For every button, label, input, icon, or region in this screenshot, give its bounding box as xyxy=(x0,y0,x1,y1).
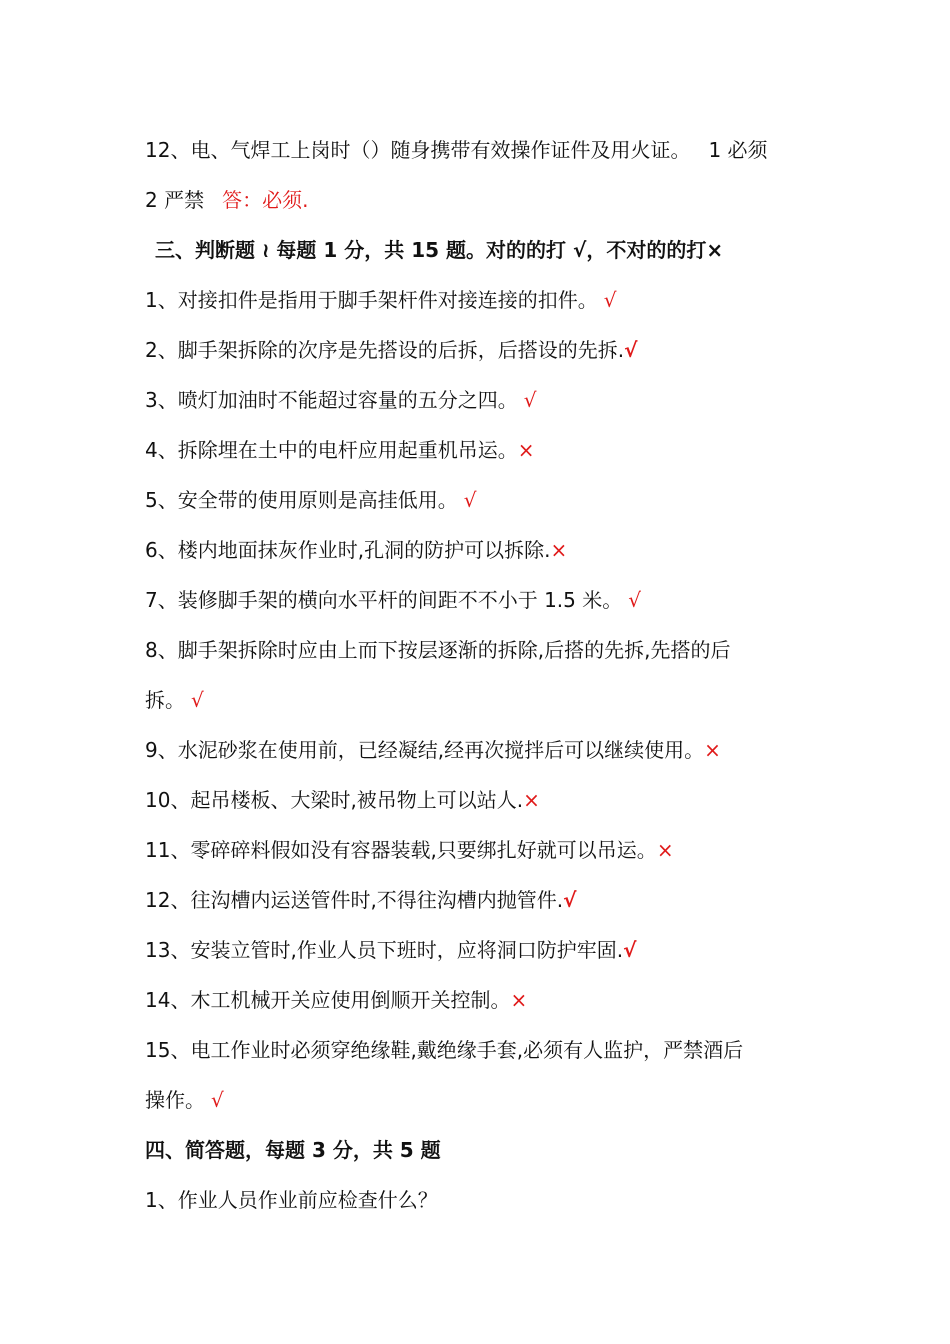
tf-item-2 xyxy=(145,336,825,364)
tf-item-text: 5、安全带的使用原则是高挂低用。 xyxy=(145,488,458,512)
tf-item-8-cont xyxy=(145,686,825,714)
tf-item-5 xyxy=(145,486,825,514)
tf-item-text: 11、零碎碎料假如没有容器装载,只要绑扎好就可以吊运。 xyxy=(145,838,657,862)
tf-mark: × xyxy=(523,788,540,812)
tf-item-text: 12、往沟槽内运送管件时,不得往沟槽内抛管件. xyxy=(145,888,564,912)
tf-mark: √ xyxy=(463,488,477,512)
tf-item-10 xyxy=(145,786,825,814)
tf-item-text: 6、楼内地面抹灰作业时,孔洞的防护可以拆除. xyxy=(145,538,551,562)
tf-item-text: 9、水泥砂浆在使用前，已经凝结,经再次搅拌后可以继续使用。 xyxy=(145,738,705,762)
tf-item-6 xyxy=(145,536,825,564)
tf-item-text: 15、电工作业时必须穿绝缘鞋,戴绝缘手套,必须有人监护，严禁酒后 xyxy=(145,1038,744,1062)
tf-item-text: 10、起吊楼板、大梁时,被吊物上可以站人. xyxy=(145,788,524,812)
tf-item-text: 8、脚手架拆除时应由上而下按层逐渐的拆除,后搭的先拆,先搭的后 xyxy=(145,638,731,662)
tf-mark: √ xyxy=(563,888,577,912)
question-12-text: 12、电、气焊工上岗时（）随身携带有效操作证件及用火证。 xyxy=(145,138,691,162)
question-12-line1 xyxy=(145,136,825,164)
tf-item-15 xyxy=(145,1036,825,1064)
section-4-heading: 四、简答题，每题 3 分，共 5 题 xyxy=(145,1138,441,1162)
tf-mark: × xyxy=(510,988,528,1012)
tf-mark: √ xyxy=(624,338,638,362)
tf-item-1 xyxy=(145,286,825,314)
tf-mark: √ xyxy=(211,1088,224,1112)
tf-mark: √ xyxy=(523,388,537,412)
tf-item-text: 4、拆除埋在土中的电杆应用起重机吊运。 xyxy=(145,438,518,462)
tf-mark: × xyxy=(704,738,721,762)
section-3-heading: 三、判断题 ≀ 每题 1 分，共 15 题。对的的打 √，不对的的打× xyxy=(155,238,724,262)
tf-item-text: 1、对接扣件是指用于脚手架杆件对接连接的扣件。 xyxy=(145,288,598,312)
tf-item-text: 2、脚手架拆除的次序是先搭设的后拆，后搭设的先拆. xyxy=(145,338,625,362)
tf-item-text: 14、木工机械开关应使用倒顺开关控制。 xyxy=(145,988,511,1012)
tf-mark: √ xyxy=(191,688,204,712)
question-12-line2 xyxy=(145,186,825,214)
tf-item-3 xyxy=(145,386,825,414)
tf-item-7 xyxy=(145,586,825,614)
tf-item-9 xyxy=(145,736,825,764)
tf-item-text: 3、喷灯加油时不能超过容量的五分之四。 xyxy=(145,388,518,412)
option-1: 1 必须 xyxy=(708,138,768,162)
option-2: 2 严禁 xyxy=(145,188,205,212)
tf-item-14 xyxy=(145,986,825,1014)
question-12-answer: 答：必须. xyxy=(222,188,309,212)
tf-mark: √ xyxy=(623,938,637,962)
tf-mark: √ xyxy=(603,288,617,312)
tf-item-11 xyxy=(145,836,825,864)
short-answer-1: 1、作业人员作业前应检查什么？ xyxy=(145,1188,438,1212)
tf-item-text: 7、装修脚手架的横向水平杆的间距不不小于 1.5 米。 xyxy=(145,588,623,612)
tf-item-8 xyxy=(145,636,825,664)
tf-item-13 xyxy=(145,936,825,964)
tf-item-12 xyxy=(145,886,825,914)
tf-mark: × xyxy=(517,438,535,462)
tf-item-text: 13、安装立管时,作业人员下班时，应将洞口防护牢固. xyxy=(145,938,624,962)
tf-item-text-cont: 拆。 xyxy=(145,688,185,712)
tf-mark: × xyxy=(656,838,674,862)
tf-mark: × xyxy=(550,538,568,562)
tf-item-text-cont: 操作。 xyxy=(145,1088,205,1112)
tf-item-15-cont xyxy=(145,1086,825,1114)
tf-item-4 xyxy=(145,436,825,464)
tf-mark: √ xyxy=(628,588,641,612)
